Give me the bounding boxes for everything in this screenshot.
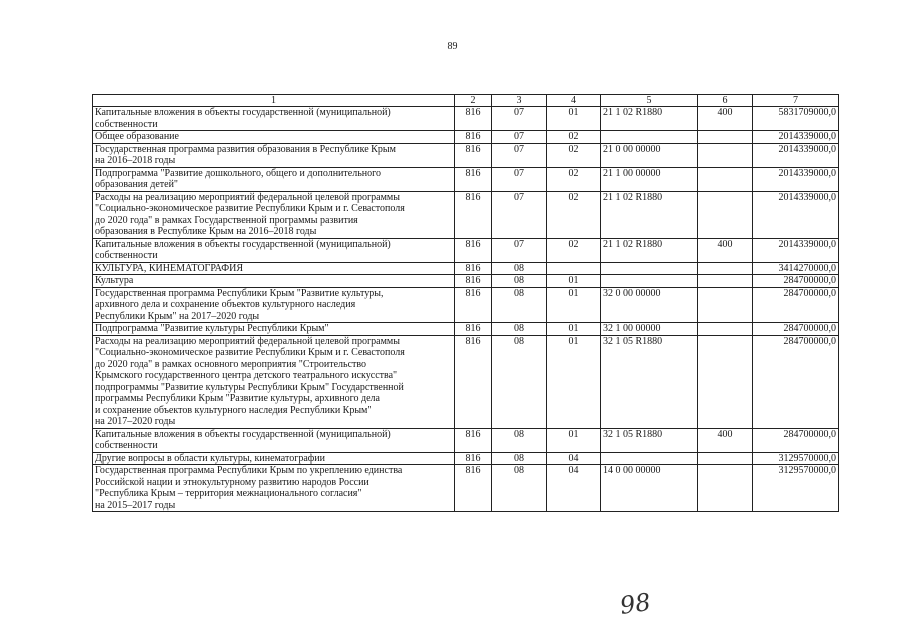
item-name-line: собственности <box>95 118 158 130</box>
item-name-cell <box>93 452 455 465</box>
item-name-line: "Социально-экономическое развитие Республики Крым и г. Севастополя <box>95 347 405 358</box>
item-name-line: подпрограммы "Развитие культуры Республики Крым" Государственной <box>95 381 404 393</box>
header-col-4: 4 <box>547 95 601 107</box>
subsection-cell: 02 <box>547 238 601 262</box>
target-article-cell: 32 1 00 00000 <box>601 323 698 336</box>
table-row <box>93 465 839 512</box>
subsection-cell: 02 <box>547 143 601 167</box>
item-name-cell <box>93 238 455 262</box>
sum-cell: 284700000,0 <box>753 287 839 323</box>
sum-cell: 284700000,0 <box>753 428 839 452</box>
item-name-line: программы Республики Крым "Развитие культуры, архивного дела <box>95 393 380 404</box>
sum-cell: 2014339000,0 <box>753 167 839 191</box>
grbs-cell: 816 <box>455 335 492 428</box>
expense-type-cell: 400 <box>698 238 753 262</box>
item-name-cell <box>93 335 455 428</box>
sum-cell: 284700000,0 <box>753 323 839 336</box>
subsection-cell <box>547 262 601 275</box>
subsection-cell: 02 <box>547 131 601 144</box>
item-name-line: образования детей" <box>95 179 179 190</box>
item-name-line: Расходы на реализацию мероприятий федеральной целевой программы <box>95 191 400 203</box>
table-row <box>93 143 839 167</box>
target-article-cell: 32 0 00 00000 <box>601 287 698 323</box>
item-name-cell <box>93 262 455 275</box>
item-name-line: Российской нации и этнокультурному развитию народов России <box>95 476 369 488</box>
table-row <box>93 131 839 144</box>
item-name-line: до 2020 года" в рамках Государственной программы развития <box>95 214 358 226</box>
expense-type-cell <box>698 287 753 323</box>
grbs-cell: 816 <box>455 167 492 191</box>
item-name-line: Капитальные вложения в объекты государственной (муниципальной) <box>95 428 391 440</box>
item-name-line: до 2020 года" в рамках основного мероприятия "Строительство <box>95 358 367 370</box>
section-cell: 08 <box>492 275 547 288</box>
item-name-line: Культура <box>95 275 134 286</box>
section-cell: 08 <box>492 428 547 452</box>
target-article-cell <box>601 131 698 144</box>
target-article-cell: 32 1 05 R1880 <box>601 335 698 428</box>
subsection-cell: 01 <box>547 323 601 336</box>
section-cell: 08 <box>492 287 547 323</box>
budget-table <box>92 94 839 512</box>
sum-cell: 284700000,0 <box>753 335 839 428</box>
target-article-cell <box>601 262 698 275</box>
item-name-line: собственности <box>95 440 158 451</box>
item-name-cell <box>93 191 455 238</box>
item-name-cell <box>93 275 455 288</box>
target-article-cell: 32 1 05 R1880 <box>601 428 698 452</box>
grbs-cell: 816 <box>455 191 492 238</box>
table-row <box>93 238 839 262</box>
section-cell: 07 <box>492 238 547 262</box>
table-row <box>93 428 839 452</box>
grbs-cell: 816 <box>455 465 492 512</box>
section-cell: 08 <box>492 452 547 465</box>
table-row <box>93 262 839 275</box>
sum-cell: 3414270000,0 <box>753 262 839 275</box>
target-article-cell <box>601 275 698 288</box>
grbs-cell: 816 <box>455 452 492 465</box>
expense-type-cell <box>698 452 753 465</box>
table-row <box>93 275 839 288</box>
subsection-cell: 04 <box>547 452 601 465</box>
grbs-cell: 816 <box>455 131 492 144</box>
expense-type-cell <box>698 323 753 336</box>
item-name-cell <box>93 287 455 323</box>
section-cell: 07 <box>492 107 547 131</box>
item-name-line: Подпрограмма "Развитие дошкольного, общего и дополнительного <box>95 167 381 179</box>
expense-type-cell <box>698 335 753 428</box>
item-name-line: Капитальные вложения в объекты государственной (муниципальной) <box>95 107 391 118</box>
item-name-line: Государственная программа Республики Крым по укреплению единства <box>95 465 403 476</box>
subsection-cell: 01 <box>547 287 601 323</box>
section-cell: 07 <box>492 167 547 191</box>
header-col-6: 6 <box>698 95 753 107</box>
item-name-line: Расходы на реализацию мероприятий федеральной целевой программы <box>95 335 400 347</box>
sum-cell: 3129570000,0 <box>753 452 839 465</box>
item-name-line: Государственная программа Республики Крым "Развитие культуры, <box>95 287 384 299</box>
item-name-line: Государственная программа развития образования в Республике Крым <box>95 143 396 155</box>
subsection-cell: 01 <box>547 428 601 452</box>
sum-cell: 2014339000,0 <box>753 191 839 238</box>
grbs-cell: 816 <box>455 428 492 452</box>
table-row <box>93 452 839 465</box>
item-name-line: Подпрограмма "Развитие культуры Республики Крым" <box>95 323 329 334</box>
sum-cell: 2014339000,0 <box>753 143 839 167</box>
item-name-line: КУЛЬТУРА, КИНЕМАТОГРАФИЯ <box>95 262 243 274</box>
section-cell: 07 <box>492 191 547 238</box>
grbs-cell: 816 <box>455 287 492 323</box>
section-cell: 08 <box>492 465 547 512</box>
expense-type-cell <box>698 167 753 191</box>
item-name-line: собственности <box>95 250 158 261</box>
item-name-cell <box>93 107 455 131</box>
item-name-cell <box>93 323 455 336</box>
item-name-line: образования в Республике Крым на 2016–2018 годы <box>95 226 317 237</box>
sum-cell: 2014339000,0 <box>753 131 839 144</box>
subsection-cell: 01 <box>547 275 601 288</box>
expense-type-cell <box>698 275 753 288</box>
grbs-cell: 816 <box>455 262 492 275</box>
sum-cell: 284700000,0 <box>753 275 839 288</box>
section-cell: 07 <box>492 131 547 144</box>
header-col-7: 7 <box>753 95 839 107</box>
sum-cell: 3129570000,0 <box>753 465 839 512</box>
table-row <box>93 287 839 323</box>
table-row <box>93 191 839 238</box>
item-name-line: Общее образование <box>95 131 179 142</box>
item-name-line: на 2015–2017 годы <box>95 499 176 511</box>
subsection-cell: 02 <box>547 191 601 238</box>
handwritten-sheet-number: 98 <box>618 588 653 620</box>
target-article-cell <box>601 452 698 465</box>
expense-type-cell <box>698 262 753 275</box>
target-article-cell: 21 1 02 R1880 <box>601 238 698 262</box>
target-article-cell: 21 0 00 00000 <box>601 143 698 167</box>
header-col-1: 1 <box>93 95 455 107</box>
header-col-5: 5 <box>601 95 698 107</box>
expense-type-cell <box>698 143 753 167</box>
header-col-3: 3 <box>492 95 547 107</box>
item-name-line: Республики Крым" на 2017–2020 годы <box>95 310 260 322</box>
expense-type-cell: 400 <box>698 428 753 452</box>
table-row <box>93 323 839 336</box>
section-cell: 08 <box>492 335 547 428</box>
item-name-cell <box>93 167 455 191</box>
grbs-cell: 816 <box>455 143 492 167</box>
page-number: 89 <box>447 41 458 52</box>
item-name-line: Другие вопросы в области культуры, кинематографии <box>95 452 325 464</box>
section-cell: 08 <box>492 323 547 336</box>
table-row <box>93 167 839 191</box>
item-name-line: архивного дела и сохранение объектов культурного наследия <box>95 299 356 310</box>
target-article-cell: 21 1 02 R1880 <box>601 191 698 238</box>
section-cell: 08 <box>492 262 547 275</box>
item-name-line: на 2017–2020 годы <box>95 416 176 427</box>
grbs-cell: 816 <box>455 238 492 262</box>
target-article-cell: 21 1 02 R1880 <box>601 107 698 131</box>
item-name-line: "Социально-экономическое развитие Республики Крым и г. Севастополя <box>95 203 405 214</box>
subsection-cell: 01 <box>547 107 601 131</box>
sum-cell: 2014339000,0 <box>753 238 839 262</box>
item-name-line: на 2016–2018 годы <box>95 155 176 166</box>
item-name-line: Крымского государственного центра детского театрального искусства" <box>95 370 398 381</box>
section-cell: 07 <box>492 143 547 167</box>
target-article-cell: 21 1 00 00000 <box>601 167 698 191</box>
expense-type-cell <box>698 191 753 238</box>
header-row <box>93 95 839 107</box>
table-row <box>93 107 839 131</box>
item-name-cell <box>93 143 455 167</box>
sum-cell: 5831709000,0 <box>753 107 839 131</box>
item-name-cell <box>93 465 455 512</box>
item-name-line: Капитальные вложения в объекты государственной (муниципальной) <box>95 238 391 250</box>
grbs-cell: 816 <box>455 323 492 336</box>
item-name-cell <box>93 131 455 144</box>
item-name-cell <box>93 428 455 452</box>
item-name-line: и сохранение объектов культурного наследия Республики Крым" <box>95 404 372 416</box>
item-name-line: "Республика Крым – территория межнационального согласия" <box>95 488 362 499</box>
subsection-cell: 02 <box>547 167 601 191</box>
subsection-cell: 04 <box>547 465 601 512</box>
expense-type-cell <box>698 131 753 144</box>
target-article-cell: 14 0 00 00000 <box>601 465 698 512</box>
table-row <box>93 335 839 428</box>
expense-type-cell: 400 <box>698 107 753 131</box>
header-col-2: 2 <box>455 95 492 107</box>
expense-type-cell <box>698 465 753 512</box>
subsection-cell: 01 <box>547 335 601 428</box>
grbs-cell: 816 <box>455 275 492 288</box>
grbs-cell: 816 <box>455 107 492 131</box>
